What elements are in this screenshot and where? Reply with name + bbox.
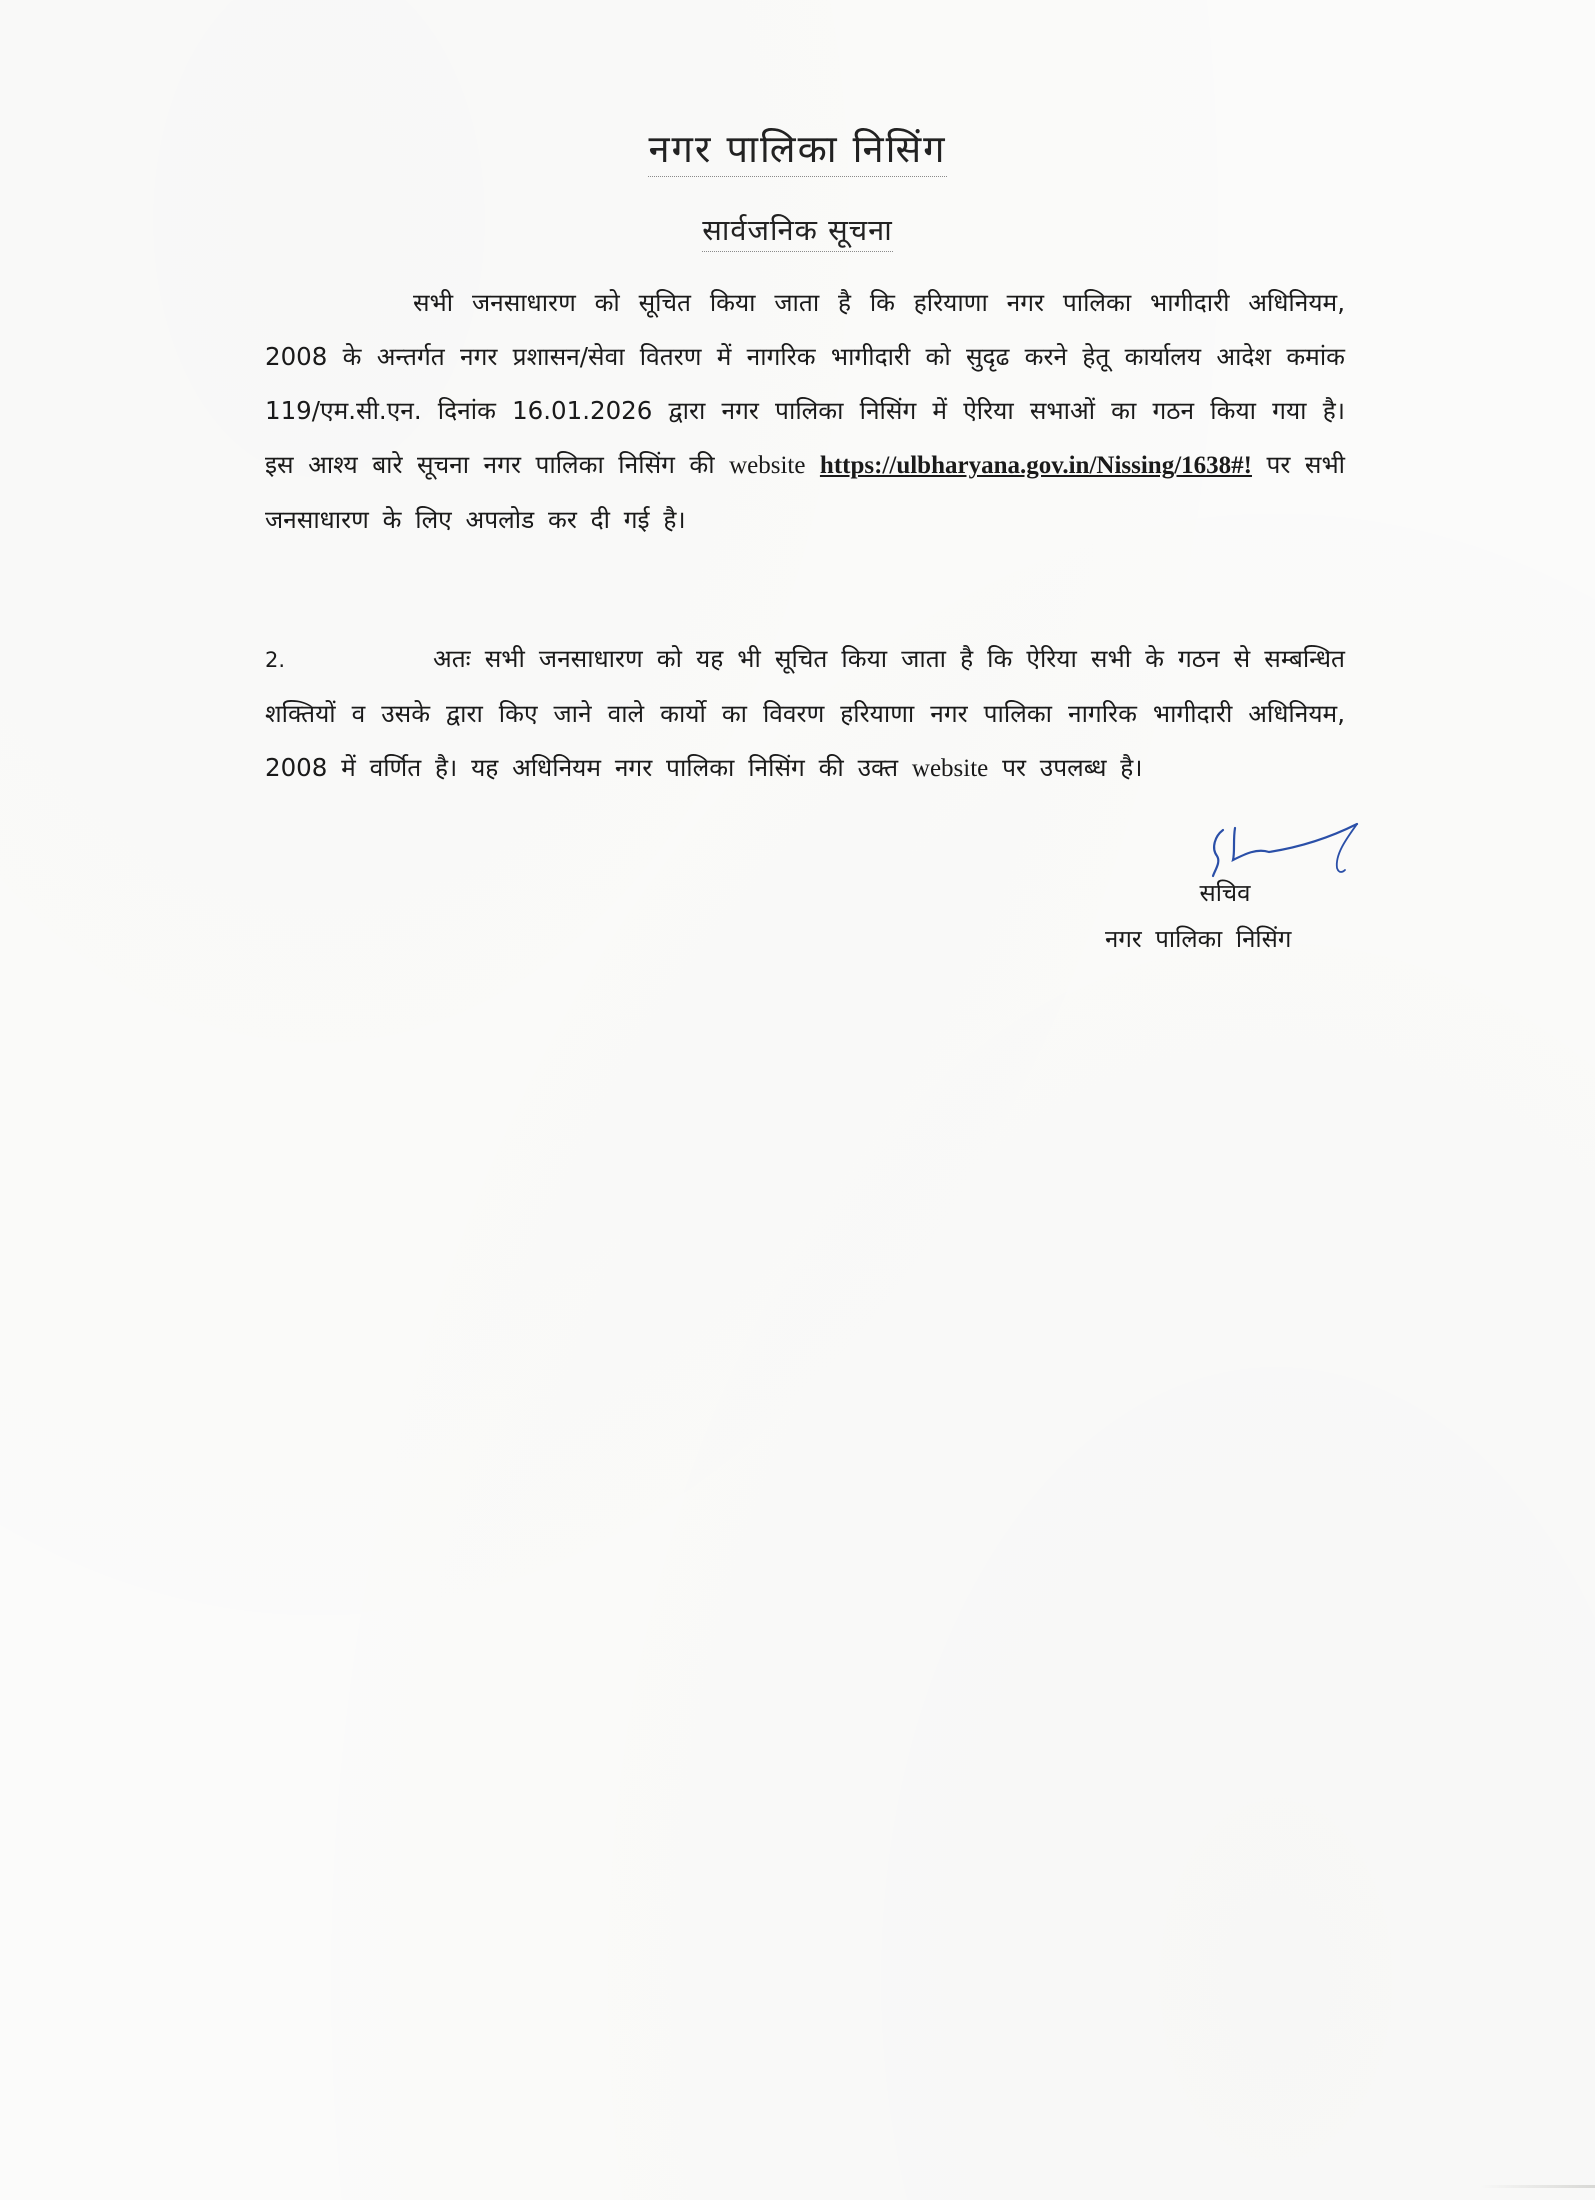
document-title xyxy=(0,122,1595,177)
signature-icon xyxy=(1185,818,1365,878)
scan-artifact xyxy=(1480,2185,1595,2188)
subtitle-text: सार्वजनिक सूचना xyxy=(702,210,892,252)
paragraph-2 xyxy=(265,632,1345,796)
paragraph-1-tail: पर सभी जनसाधारण के लिए अपलोड कर दी गई है। xyxy=(265,450,1346,534)
title-text: नगर पालिका निसिंग xyxy=(648,122,946,177)
paragraph-1-text: सभी जनसाधारण को सूचित किया जाता है कि हरियाणा नगर पालिका भागीदारी अधिनियम, 2008 के अन्तर्गत नगर प्रशासन/सेवा वितरण में नागरिक भागीदारी को सुदृढ करने हेतू कार्यालय आदेश कमांक 119/एम.सी.एन. दिनांक 16.01.2026 द्वारा नगर पालिका निसिंग में ऐरिया सभाओं का गठन किया गया है। इस आश्य बारे सूचना नगर पालिका निसिंग की xyxy=(265,288,1345,479)
paragraph-2-text: अतः सभी जनसाधारण को यह भी सूचित किया जाता है कि ऐरिया सभी के गठन से सम्बन्धित शक्तियों व उसके द्वारा किए जाने वाले कार्यो का विवरण हरियाणा नगर पालिका नागरिक भागीदारी अधिनियम, 2008 में वर्णित है। यह अधिनियम नगर पालिका निसिंग की उक्त xyxy=(265,644,1345,782)
paragraph-1 xyxy=(265,276,1345,547)
website-word: website xyxy=(729,452,806,479)
signatory-office: नगर पालिका निसिंग xyxy=(1105,925,1292,953)
website-word: website xyxy=(911,755,989,782)
website-link[interactable]: https://ulbharyana.gov.in/Nissing/1638#! xyxy=(819,452,1252,479)
paragraph-2-tail: पर उपलब्ध है। xyxy=(1002,753,1143,782)
signatory-designation: सचिव xyxy=(1199,879,1251,907)
paragraph-number: 2. xyxy=(265,648,286,672)
document-subtitle xyxy=(0,210,1595,252)
